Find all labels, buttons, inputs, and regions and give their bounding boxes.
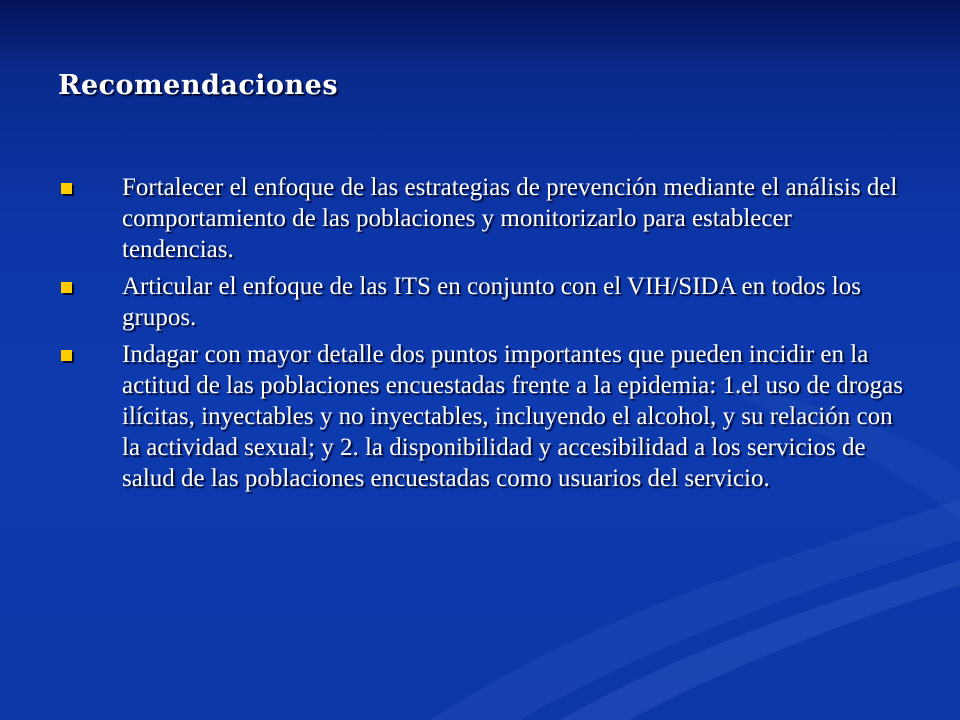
bullet-text: Indagar con mayor detalle dos puntos importantes que pueden incidir en la actitud de las poblaciones encuestadas frente a la epidemia: 1.el uso de drogas ilícitas, inyectables y no inyectables, incluyendo el alcohol, y su relación con la actividad sexual; y 2. la disponibilidad y accesibilidad a los servicios de salud de las poblaciones encuestadas como usuarios del servicio. <box>122 341 903 492</box>
bullet-text: Articular el enfoque de las ITS en conjunto con el VIH/SIDA en todos los grupos. <box>122 273 861 331</box>
square-bullet-icon <box>61 350 72 361</box>
square-bullet-icon <box>61 183 72 194</box>
square-bullet-icon <box>61 282 72 293</box>
bullet-text: Fortalecer el enfoque de las estrategias de prevención mediante el análisis del comportamiento de las poblaciones y monitorizarlo para establecer tendencias. <box>122 174 898 263</box>
bullet-item <box>58 271 908 333</box>
slide-title: Recomendaciones <box>58 70 339 101</box>
bullet-item <box>58 172 908 265</box>
bullet-list <box>58 172 908 500</box>
bullet-item <box>58 339 908 494</box>
